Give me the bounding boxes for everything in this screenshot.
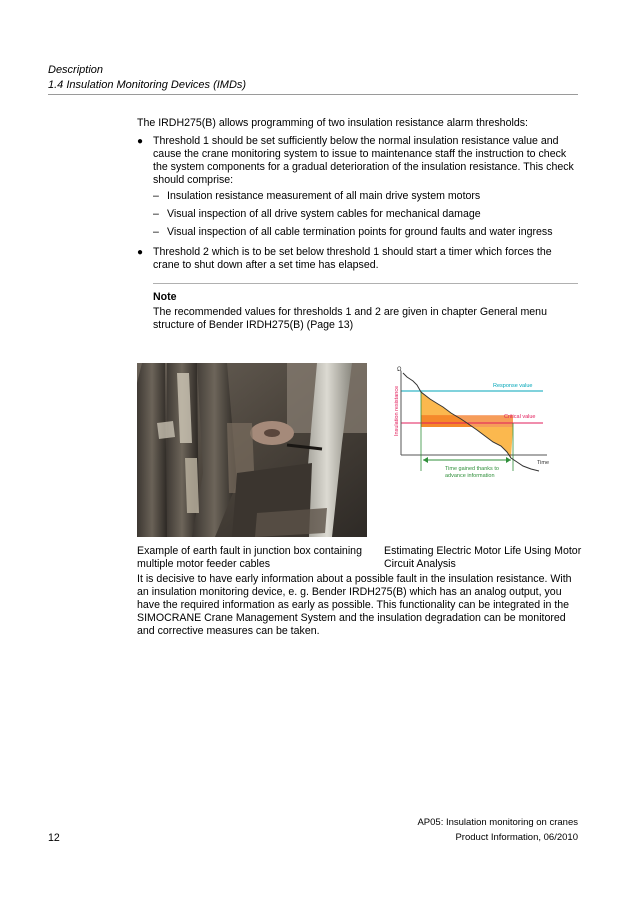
dash-icon: – <box>153 190 159 202</box>
header-divider <box>48 94 578 95</box>
dash-icon: – <box>153 226 159 238</box>
note-text: The recommended values for thresholds 1 and 2 are given in chapter General menu structure of Bender IRDH275(B) (Page 13) <box>153 306 547 331</box>
response-value-label: Response value <box>493 383 533 389</box>
threshold-2-text: Threshold 2 which is to be set below threshold 1 should start a timer which forces the crane to shut down after a set time has elapsed. <box>153 246 552 271</box>
bullet-threshold-2 <box>137 246 578 272</box>
bullet-dot-icon: ● <box>137 136 144 147</box>
closing-paragraph: It is decisive to have early information about a possible fault in the insulation resistance. With an insulation monitoring device, e. g. Bender IRDH275(B) which has an analog output, you have the required information as early as possible. This functionality can be integrated in the SIMOCRANE Crane Management System and the insulation degradation can be monitored and corrective measures can be taken. <box>137 573 572 637</box>
check-item <box>153 190 578 203</box>
time-gained-label: Time gained thanks to <box>445 466 499 472</box>
header-subsection: 1.4 Insulation Monitoring Devices (IMDs) <box>48 79 247 91</box>
check-item-text: Visual inspection of all cable termination points for ground faults and water ingress <box>167 226 553 238</box>
dash-icon: – <box>153 208 159 220</box>
check-item <box>153 226 578 239</box>
note-divider <box>153 283 578 284</box>
bullet-threshold-1 <box>137 135 578 239</box>
y-axis-label: Insulation resistance <box>394 385 400 436</box>
note-title: Note <box>153 291 177 303</box>
bullet-dot-icon: ● <box>137 247 144 258</box>
junction-box-photo <box>137 363 367 537</box>
check-item <box>153 208 578 221</box>
time-label: Time <box>537 460 550 466</box>
threshold-1-text: Threshold 1 should be set sufficiently below the normal insulation resistance value and cause the crane monitoring system to issue to maintenance staff the instruction to check the system components for a gradual deterioration of the insulation resistance. This check should comprise: <box>153 135 574 186</box>
chart-caption: Estimating Electric Motor Life Using Motor Circuit Analysis <box>384 545 582 570</box>
check-item-text: Insulation resistance measurement of all main drive system motors <box>167 190 481 202</box>
footer-doc-title: AP05: Insulation monitoring on cranes <box>417 817 578 828</box>
photo-caption: Example of earth fault in junction box containing multiple motor feeder cables <box>137 545 362 570</box>
footer-doc-info: Product Information, 06/2010 <box>455 832 578 843</box>
header-section: Description <box>48 64 104 76</box>
check-item-text: Visual inspection of all drive system cables for mechanical damage <box>167 208 481 220</box>
advance-information-label: advance information <box>445 473 495 479</box>
insulation-resistance-chart <box>383 363 553 487</box>
critical-value-label: Critical value <box>504 414 536 420</box>
omega-label: Ω <box>397 367 402 373</box>
page-number: 12 <box>48 832 60 844</box>
intro-paragraph: The IRDH275(B) allows programming of two insulation resistance alarm thresholds: <box>137 117 528 129</box>
